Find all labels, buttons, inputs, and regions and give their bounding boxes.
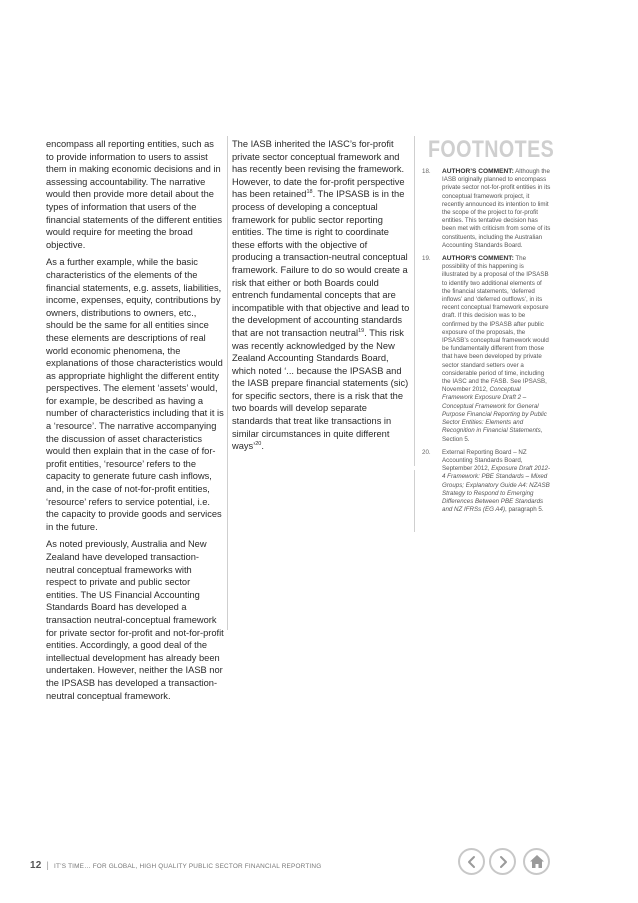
paragraph: encompass all reporting entities, such as to provide information to users to assist them in making economic decisions and in assessing accountability. The narrative would then provide more detail about the types of information that users of the financial statements of the different entities would require for meeting the broad objective. [46, 139, 223, 250]
next-page-button[interactable] [489, 848, 516, 875]
footnote-citation: Exposure Draft 2012-4 Framework: PBE Standards – Mixed Groups; Explanatory Guide A4: NZASB Strategy to Respond to Emerging Differences Between PBE Standards and NZ IFRSs (EG A4) [442, 465, 551, 514]
paragraph: As noted previously, Australia and New Zealand have developed transaction-neutral conceptual frameworks with respect to private and public sector entities. The US Financial Accounting Standards Board has developed a transaction neutral-conceptual framework for private sector for-profit and not-for-profit entities. Accordingly, a good deal of the intellectual development has already been undertaken. However, neither the IASB nor the IPSASB has developed a transaction-neutral conceptual framework. [46, 539, 224, 701]
footnote-citation: Conceptual Framework Exposure Draft 2 – Conceptual Framework for General Purpose Financial Reporting by Public Sector Entities: Elements and Recognition in Financial Statements [442, 386, 547, 435]
footnote-item [422, 449, 552, 515]
footnote-item [422, 255, 552, 444]
footnote-ref-19[interactable]: 19 [358, 327, 365, 334]
page-navigation [458, 848, 568, 878]
footnote-ref-18[interactable]: 18 [306, 189, 313, 196]
footnote-number: 20. [422, 448, 431, 456]
text-span: . This risk was recently acknowledged by the New Zealand Accounting Standards Board, which noted ‘... because the IPSASB and the IASB prepare financial statements (sic) for specific sectors, there is a risk that the two boards will develop separate standards that treat like transactions in similar circumstances in quite different ways’ [232, 327, 409, 452]
body-column-left [46, 138, 224, 707]
footnote-item [422, 168, 552, 250]
footnote-lead: AUTHOR’S COMMENT: [442, 168, 514, 175]
chevron-left-icon [466, 855, 478, 869]
text-span: . The IPSASB is in the process of developing a conceptual framework for public sector reporting entities. The time is right to coordinate these efforts with the objective of producing a transaction-neutral conceptual framework. Failure to do so would create a risk that either or both Boards could entrench fundamental concepts that are incompatible with that objective and lead to the development of accounting standards that are not transaction neutral [232, 189, 410, 338]
paragraph: As a further example, while the basic characteristics of the elements of the financial statements, e.g. assets, liabilities, income, expenses, equity, contributions by owners, distributions to owners, etc., should be the same for all entities since these elements are descriptions of real world economic phenomena, the explanations of those characteristics would as appropriate highlight the different entity perspectives. The element ‘assets’ would, for example, be described as having a number of characteristics including that it is a ‘resource’. The narrative accompanying the discussion of asset characteristics would then explain that in the case of for-profit entities, ‘resource’ refers to the capacity to generate future cash inflows, and, in the case of not-for-profit entities, ‘resource’ refers to service potential, i.e. the capacity to provide goods and services in the future. [46, 257, 224, 532]
footnote-text: The possibility of this happening is illustrated by a proposal of the IPSASB to identify two additional elements of the financial statements, ‘deferred inflows’ and ‘deferred outflows’, in its recent conceptual framework exposure draft. If this decision was to be confirmed by the IPSASB after public exposure of the proposals, the IPSASB’s conceptual framework would be fundamentally different from those that have been developed by private sector standard setters over a considerable period of time, including the IASC and the FASB. See IPSASB, November 2012, [442, 255, 549, 394]
footnote-text: External Reporting Board – NZ Accounting Standards Board, September 2012, [442, 448, 527, 473]
footnote-number: 18. [422, 168, 431, 175]
column-divider [414, 136, 415, 466]
footnote-rule [414, 470, 415, 532]
footnotes-heading: FOOTNOTES [428, 136, 555, 163]
text-span: The IASB inherited the IASC’s for-profit private sector conceptual framework and has recently been revising the framework. However, to date the for-profit perspective has been retained [232, 139, 405, 200]
body-column-middle [232, 138, 410, 458]
footnote-number: 19. [422, 255, 431, 263]
home-button[interactable] [523, 848, 550, 875]
footnote-lead: AUTHOR’S COMMENT: [442, 255, 514, 263]
footnote-text: , Section 5. [442, 427, 543, 443]
footer-separator: | [46, 860, 50, 870]
column-divider [227, 136, 228, 630]
paragraph [232, 138, 410, 453]
footnote-text: , paragraph 5. [505, 506, 544, 514]
footnotes-panel [422, 136, 555, 519]
previous-page-button[interactable] [458, 848, 485, 875]
footnote-ref-20[interactable]: 20 [255, 441, 262, 448]
footnote-text: Although the IASB originally planned to encompass private sector not-for-profit entities in its conceptual framework project, it recently announced its intention to limit the scope of the project to for-profit entities. This tentative decision has been met with criticism from some of its constituents, including the Australian Accounting Standards Board. [442, 168, 551, 249]
text-span: . [261, 441, 264, 452]
footer-title: IT’S TIME… FOR GLOBAL, HIGH QUALITY PUBLIC SECTOR FINANCIAL REPORTING [54, 863, 322, 870]
home-icon [529, 854, 545, 869]
chevron-right-icon [497, 855, 509, 869]
page-number: 12 [30, 860, 42, 871]
page-footer [30, 860, 321, 871]
